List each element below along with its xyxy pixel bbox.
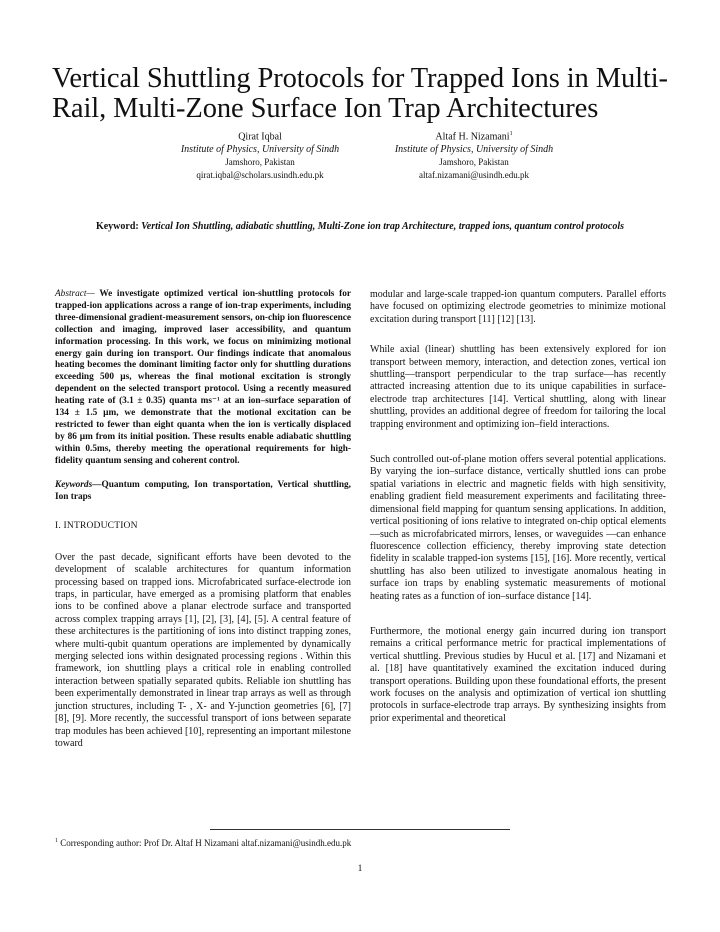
footnote-marker: 1 [55, 838, 58, 844]
section-heading-introduction: I. INTRODUCTION [55, 521, 138, 532]
paragraph: modular and large-scale trapped-ion quantum computers. Parallel efforts have focused on optimizing electrode geometries to minimize motional excitation during transport [11] [12] [13]. [370, 289, 666, 325]
left-column [55, 289, 351, 750]
paragraph: Furthermore, the motional energy gain incurred during ion transport remains a critical performance metric for practical implementations of vertical shuttling. Previous studies by Hucul et al. [17] and Nizamani et al. [18] have quantitatively examined the excitation induced during transport operations. Building upon these foundational efforts, the present work focuses on the analysis and optimization of vertical ion shuttling protocols in surface-electrode trap arrays. By synthesizing insights from prior experimental and theoretical [370, 625, 666, 724]
author-name: Qirat Iqbal [238, 131, 282, 143]
keywords-text: Quantum computing, Ion transportation, Vertical shuttling, Ion traps [55, 479, 351, 502]
author-affiliation: Institute of Physics, University of Sindh [394, 143, 554, 155]
author-name: Altaf H. Nizamani$^1$ [435, 131, 513, 143]
author-city: Jamshoro, Pakistan [439, 157, 509, 168]
keyword-line [60, 220, 660, 233]
footnote-text: Corresponding author: Prof Dr. Altaf H Nizamani altaf.nizamani@usindh.edu.pk [58, 838, 352, 848]
paper-title: Vertical Shuttling Protocols for Trapped Ions in Multi-Rail, Multi-Zone Surface Ion Trap Architectures [52, 63, 668, 124]
keyword-label: Keyword: [95, 221, 142, 232]
paragraph: While axial (linear) shuttling has been extensively explored for ion transport between memory, interaction, and detection zones, vertical ion shuttling—transport perpendicular to the trap surface—has recently attracted increasing attention due to its unique capabilities in surface-electrode trap architectures [14]. Vertical shuttling, along with linear shuttling, provides an additional degree of freedom for tailoring the local trapping environment and optimizing ion–field interactions. [370, 344, 666, 430]
author-block-1 [135, 128, 385, 181]
paragraph: Over the past decade, significant efforts have been devoted to the development of scalable architectures for quantum information processing based on trapped ions. Microfabricated surface-electrode ion traps, in particular, have emerged as a promising platform that enables ions to be confined above a planar electrode surface and transported across complex trapping arrays [1], [2], [3], [4], [5]. A central feature of these architectures is the partitioning of ions into distinct trapping zones, where multi-qubit quantum operations are implemented by dynamically merging selected ions within designated processing regions . Within this framework, ion shuttling plays a critical role in enabling controlled interaction between spatially separated qubits. Reliable ion shuttling has been experimentally demonstrated in linear trap arrays as well as through junction structures, including T- , X- and Y-junction geometries [6], [7] [8], [9]. More recently, the successful transport of ions between separate trap modules has been achieved [10], representing an important milestone toward [55, 551, 351, 749]
abstract-lead: Abstract— [55, 289, 95, 299]
author-email: altaf.nizamani@usindh.edu.pk [418, 169, 529, 180]
right-column [370, 289, 666, 725]
author-city: Jamshoro, Pakistan [225, 157, 295, 168]
page-number: 1 [357, 864, 363, 874]
footnote [55, 836, 665, 849]
abstract-text: We investigate optimized vertical ion-shuttling protocols for trapped-ion applications across a range of ion-trap experiments, including three-dimensional gradient-measurement sensors, on-chip ion fluorescence collection and imaging, improved laser accessibility, and quantum information processing. In this work, we focus on minimizing motional energy gain during ion transport. Our findings indicate that anomalous heating becomes the dominant limiting factor only for shuttling durations exceeding 500 µs, whereas the final motional excitation is strongly dependent on the selected transport protocol. Using a recently measured heating rate of (3.1 ± 0.35) quanta ms⁻¹ at an ion–surface separation of 134 ± 1.5 µm, we demonstrate that the motional excitation can be restricted to fewer than eight quanta when the ion is vertically displaced by 86 µm from its initial position. These results enable adiabatic shuttling within 0.5ms, thereby meeting the operational requirements for high-fidelity quantum sensing and coherent control. [55, 289, 351, 466]
author-block-2 [349, 128, 599, 181]
paragraph: Such controlled out-of-plane motion offers several potential applications. By varying the ion–surface distance, vertically shuttled ions can probe spatial variations in electric and magnetic fields with high sensitivity, enabling gradient field measurement experiments and facilitating three-dimensional field mapping for quantum sensing applications. In addition, vertical positioning of ions relative to integrated on-chip optical elements—such as microfabricated mirrors, lenses, or waveguides —can enhance fluorescence collection efficiency, thereby improving state detection fidelity in scalable trapped-ion systems [15], [16]. More recently, vertical shuttling has also been utilized to investigate anomalous heating in surface ion traps by enabling systematic measurements of motional heating rates as a function of ion–surface distance [14]. [370, 454, 666, 602]
author-affiliation: Institute of Physics, University of Sindh [180, 143, 340, 155]
abstract [55, 289, 351, 468]
keywords [55, 480, 351, 504]
keyword-text: Vertical Ion Shuttling, adiabatic shuttling, Multi-Zone ion trap Architecture, trapped ions, quantum control protocols [141, 221, 625, 232]
keywords-lead: Keywords— [55, 479, 102, 490]
author-email: qirat.iqbal@scholars.usindh.edu.pk [196, 169, 324, 180]
footnote-divider [210, 829, 510, 830]
